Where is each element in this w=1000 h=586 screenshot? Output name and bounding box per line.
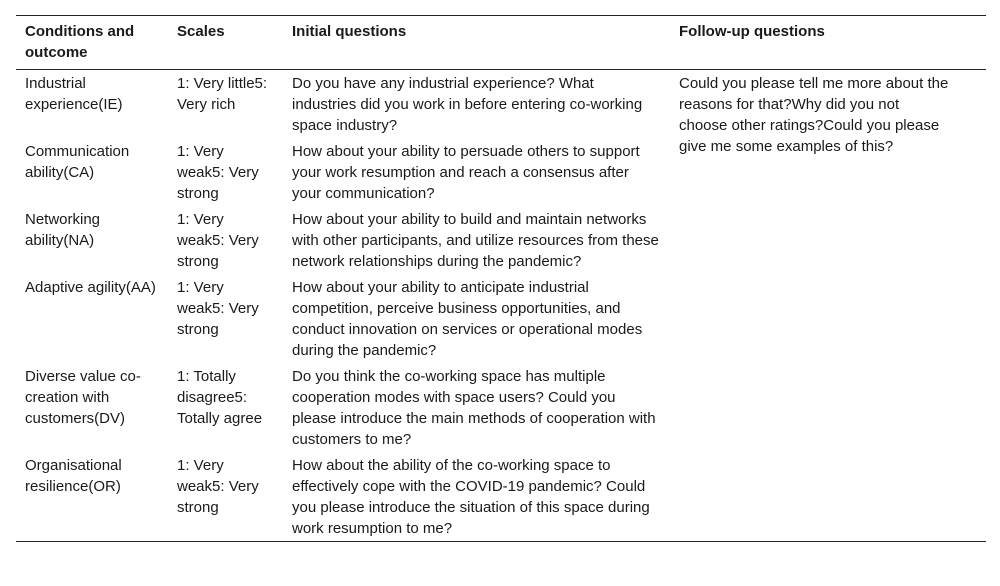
condition-cell: Diverse value co-creation with customers(DV) xyxy=(25,368,141,427)
header-follow-up-questions: Follow-up questions xyxy=(679,23,825,40)
scale-cell: 1: Totally disagree5: Totally agree xyxy=(177,368,263,427)
condition-cell: Adaptive agility(AA) xyxy=(25,279,156,296)
scale-cell: 1: Very weak5: Very strong xyxy=(177,457,259,516)
header-initial-questions: Initial questions xyxy=(292,23,407,40)
interview-protocol-table xyxy=(16,15,986,542)
question-cell: How about your ability to build and maintain networks with other participants, and utilize resources from these network relationships during the pandemic? xyxy=(292,211,659,270)
scale-cell: 1: Very weak5: Very strong xyxy=(177,211,259,270)
header-conditions: Conditions and outcome xyxy=(25,23,135,61)
table-row xyxy=(16,70,986,139)
follow-up-cell: Could you please tell me more about the reasons for that?Why did you not choose other ratings?Could you please give me some examples of this? xyxy=(679,75,949,155)
question-cell: How about your ability to anticipate industrial competition, perceive business opportunities, and conduct innovation on services or operational modes during the pandemic? xyxy=(292,279,643,359)
condition-cell: Networking ability(NA) xyxy=(25,211,101,249)
condition-cell: Industrial experience(IE) xyxy=(25,75,123,113)
table-body xyxy=(16,70,986,542)
condition-cell: Organisational resilience(OR) xyxy=(25,457,122,495)
header-row xyxy=(16,16,986,70)
interview-protocol-table-wrapper xyxy=(16,15,986,542)
scale-cell: 1: Very little5: Very rich xyxy=(177,75,268,113)
scale-cell: 1: Very weak5: Very strong xyxy=(177,143,259,202)
question-cell: Do you have any industrial experience? What industries did you work in before entering co-working space industry? xyxy=(292,75,643,134)
header-scales: Scales xyxy=(177,23,225,40)
question-cell: How about the ability of the co-working space to effectively cope with the COVID-19 pandemic? Could you please introduce the situation of this space during work resumption to me? xyxy=(292,457,650,537)
table-header xyxy=(16,16,986,70)
condition-cell: Communication ability(CA) xyxy=(25,143,130,181)
question-cell: Do you think the co-working space has multiple cooperation modes with space users? Could you please introduce the main methods of cooperation with customers to me? xyxy=(292,368,656,448)
question-cell: How about your ability to persuade others to support your work resumption and reach a consensus after your communication? xyxy=(292,143,640,202)
scale-cell: 1: Very weak5: Very strong xyxy=(177,279,259,338)
